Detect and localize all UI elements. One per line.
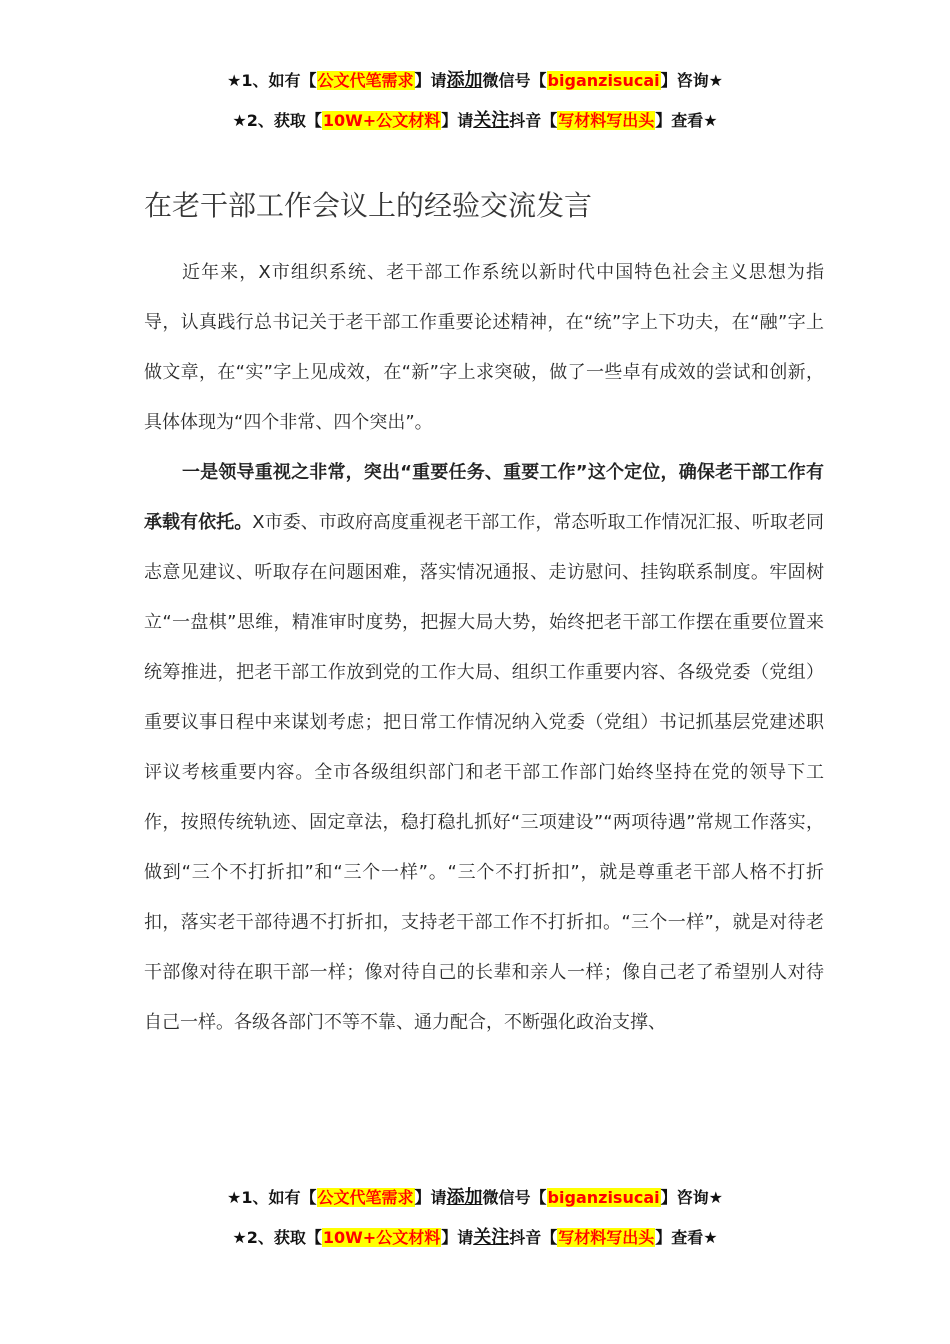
paragraph-heading: 一是领导重视之非常，突出“重要任务、重要工作”这个定位，确保老干部工作有承载有依托。 — [144, 462, 824, 533]
promo-highlight: biganzisucai — [547, 1188, 660, 1207]
promo-underline: 关注 — [473, 110, 510, 131]
promo-text: ★2、获取【 — [232, 1228, 322, 1247]
promo-text: 】查看★ — [655, 111, 718, 130]
promo-line-2 — [0, 1218, 950, 1258]
promo-underline: 关注 — [473, 1227, 510, 1248]
promo-highlight: 公文代笔需求 — [317, 71, 414, 90]
promo-text: 】请 — [414, 71, 447, 90]
promo-text: 】咨询★ — [660, 71, 723, 90]
promo-text: 】请 — [414, 1188, 447, 1207]
promo-highlight: biganzisucai — [547, 71, 660, 90]
paragraph-intro: 近年来，X市组织系统、老干部工作系统以新时代中国特色社会主义思想为指导，认真践行总书记关于老干部工作重要论述精神，在“统”字上下功夫，在“融”字上做文章，在“实”字上见成效，在“新”字上求突破，做了一些卓有成效的尝试和创新，具体体现为“四个非常、四个突出”。 — [144, 262, 824, 433]
paragraph-text: X市委、市政府高度重视老干部工作，常态听取工作情况汇报、听取老同志意见建议、听取存在问题困难，落实情况通报、走访慰问、挂钩联系制度。牢固树立“一盘棋”思维，精准审时度势，把握大局大势，始终把老干部工作摆在重要位置来统筹推进，把老干部工作放到党的工作大局、组织工作重要内容、各级党委（党组）重要议事日程中来谋划考虑；把日常工作情况纳入党委（党组）书记抓基层党建述职评议考核重要内容。全市各级组织部门和老干部工作部门始终坚持在党的领导下工作，按照传统轨迹、固定章法，稳打稳扎抓好“三项建设”“两项待遇”常规工作落实，做到“三个不打折扣”和“三个一样”。“三个不打折扣”，就是尊重老干部人格不打折扣，落实老干部待遇不打折扣，支持老干部工作不打折扣。“三个一样”，就是对待老干部像对待在职干部一样；像对待自己的长辈和亲人一样；像自己老了希望别人对待自己一样。各级各部门不等不靠、通力配合，不断强化政治支撑、 — [144, 512, 825, 1033]
promo-text: 】查看★ — [655, 1228, 718, 1247]
promo-text: ★2、获取【 — [232, 111, 322, 130]
promo-highlight: 写材料写出头 — [558, 111, 655, 130]
promo-line-2 — [0, 101, 950, 141]
promo-text: 抖音【 — [509, 1228, 558, 1247]
promo-banner-top — [0, 61, 950, 141]
promo-text: 抖音【 — [509, 111, 558, 130]
promo-highlight: 10W+公文材料 — [322, 1228, 441, 1247]
promo-highlight: 10W+公文材料 — [322, 111, 441, 130]
promo-text: 微信号【 — [482, 1188, 547, 1207]
promo-banner-bottom — [0, 1178, 950, 1258]
promo-underline: 添加 — [446, 70, 483, 91]
promo-text: ★1、如有【 — [227, 1188, 317, 1207]
promo-text: 】请 — [441, 1228, 474, 1247]
promo-text: 】请 — [441, 111, 474, 130]
paragraph-point-one — [144, 448, 824, 1048]
promo-highlight: 公文代笔需求 — [317, 1188, 414, 1207]
promo-text: ★1、如有【 — [227, 71, 317, 90]
promo-highlight: 写材料写出头 — [558, 1228, 655, 1247]
promo-text: 】咨询★ — [660, 1188, 723, 1207]
document-body — [144, 248, 824, 1048]
promo-line-1 — [0, 61, 950, 101]
promo-line-1 — [0, 1178, 950, 1218]
promo-underline: 添加 — [446, 1187, 483, 1208]
promo-text: 微信号【 — [482, 71, 547, 90]
document-title: 在老干部工作会议上的经验交流发言 — [144, 189, 593, 222]
